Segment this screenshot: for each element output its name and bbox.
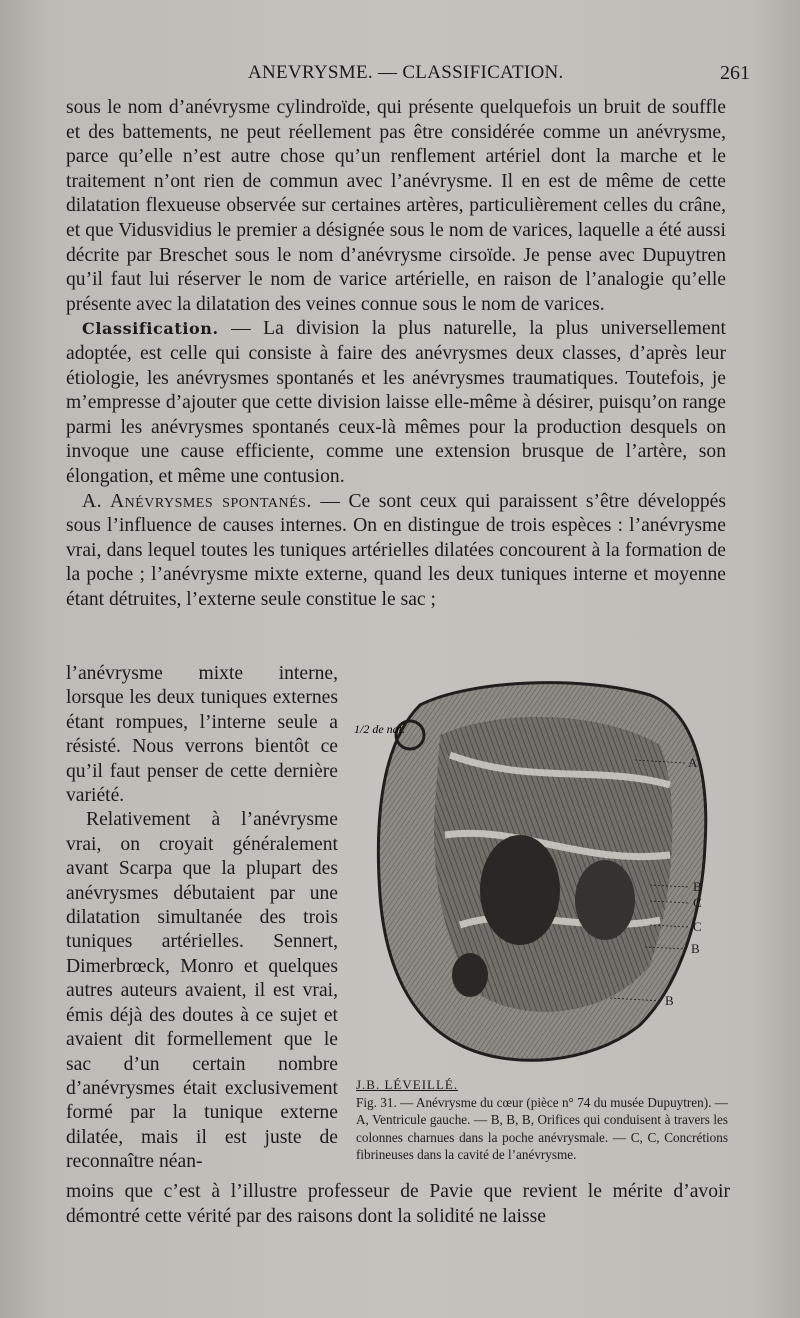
label-b: B bbox=[693, 879, 702, 894]
paragraph-2-text: — La division la plus naturelle, la plus universellement adoptée, est celle qui consiste à faire des anévrysmes deux classes, d’après leur étiologie, les anévrysmes spontanés et les anévrysmes traumatiques. Toutefois, je m’empresse d’ajouter que cette division laisse elle-même à désirer, puisqu’on range parmi les anévrysmes spontanés ceux-là mêmes pour la production desquels on invoque une cause efficiente, comme une extension brusque de l’artère, son élongation, et même une contusion. bbox=[66, 318, 726, 487]
cavity-orifice bbox=[575, 860, 635, 940]
paragraph-3 bbox=[66, 490, 726, 613]
paragraph-4-end: moins que c’est à l’illustre professeur de Pavie que revient le mérite d’avoir démontré cette vérité par des raisons dont la solidité ne laisse bbox=[66, 1181, 730, 1227]
paragraph-3-continued: l’anévrysme mixte interne, lorsque les deux tuniques externes étant rompues, l’interne seule a résisté. Nous verrons bientôt ce qu’il faut penser de cette dernière variété. bbox=[66, 663, 338, 807]
section-heading-classification: Classification. bbox=[82, 319, 219, 339]
scale-label: 1/2 de nat. bbox=[354, 722, 405, 736]
section-heading-spontaneous: A. Anévrysmes spontanés. bbox=[82, 490, 312, 512]
paragraph-3-text: — Ce sont ceux qui paraissent s’être développés sous l’influence de causes internes. On en distingue de trois espèces : l’anévrysme vrai, dans lequel toutes les tuniques artérielles dilatées concourent à la formation de la poche ; l’anévrysme mixte externe, quand les deux tuniques interne et moyenne étant détruites, l’externe seule constitue le sac ; bbox=[66, 490, 726, 610]
label-a: A bbox=[688, 755, 698, 770]
paragraph-2 bbox=[66, 317, 726, 489]
page-number: 261 bbox=[720, 62, 750, 84]
label-b: B bbox=[691, 941, 700, 956]
label-b: B bbox=[665, 993, 674, 1008]
paragraph-4: Relativement à l’anévrysme vrai, on croyait généralement avant Scarpa que la plupart des anévrysmes débutaient par une dilatation simultanée des trois tuniques artérielles. Sennert, Dimerbrœck, Monro et quelques autres auteurs avaient, il est vrai, émis déjà des doutes à ce sujet et avaient dit formellement que le sac d’un certain nombre d’anévrysmes était exclusivement formé par la tunique externe dilatée, mais il est juste de reconnaître néan- bbox=[66, 809, 338, 1173]
label-c: C bbox=[693, 919, 702, 934]
closing-text bbox=[66, 1180, 730, 1229]
running-title: ANEVRYSME. — CLASSIFICATION. bbox=[248, 62, 564, 83]
caption-text: Fig. 31. — Anévrysme du cœur (pièce n° 74 du musée Dupuytren). — A, Ventricule gauche. — B, B, B, Orifices qui conduisent à travers les colonnes charnues dans la poche anévrysmale. — C, C, Concrétions fibrineuses dans la cavité de l’anévrysme. bbox=[356, 1094, 728, 1162]
running-header bbox=[60, 60, 750, 88]
paragraph-1: sous le nom d’anévrysme cylindroïde, qui présente quelquefois un bruit de souffle et des battements, ne peut réellement pas être considérée comme un anévrysme, parce qu’elle n’est autre chose qu’un renflement artériel dont la marche et le traitement n’ont rien de commun avec l’anévrysme. Il en est de même de cette dilatation flexueuse observée sur certaines artères, particulièrement celles du crâne, et que Vidusvidius le premier a désignée sous le nom de varices, laquelle a été aussi décrite par Breschet sous le nom d’anévrysme cirsoïde. Je pense avec Dupuytren qu’il faut lui réserver le nom de varice artérielle, en raison de l’analogie qu’elle présente avec la dilatation des veines connue sous le nom de varices. bbox=[66, 97, 726, 315]
cavity-orifice bbox=[452, 953, 488, 997]
heart-aneurysm-engraving bbox=[350, 675, 730, 1075]
label-c: C bbox=[693, 895, 702, 910]
main-text bbox=[66, 96, 726, 612]
wrapped-text-column bbox=[66, 662, 338, 1175]
cavity-orifice bbox=[480, 835, 560, 945]
engraver-signature: J.B. LÉVEILLÉ. bbox=[356, 1077, 459, 1092]
figure-caption bbox=[356, 1076, 728, 1164]
